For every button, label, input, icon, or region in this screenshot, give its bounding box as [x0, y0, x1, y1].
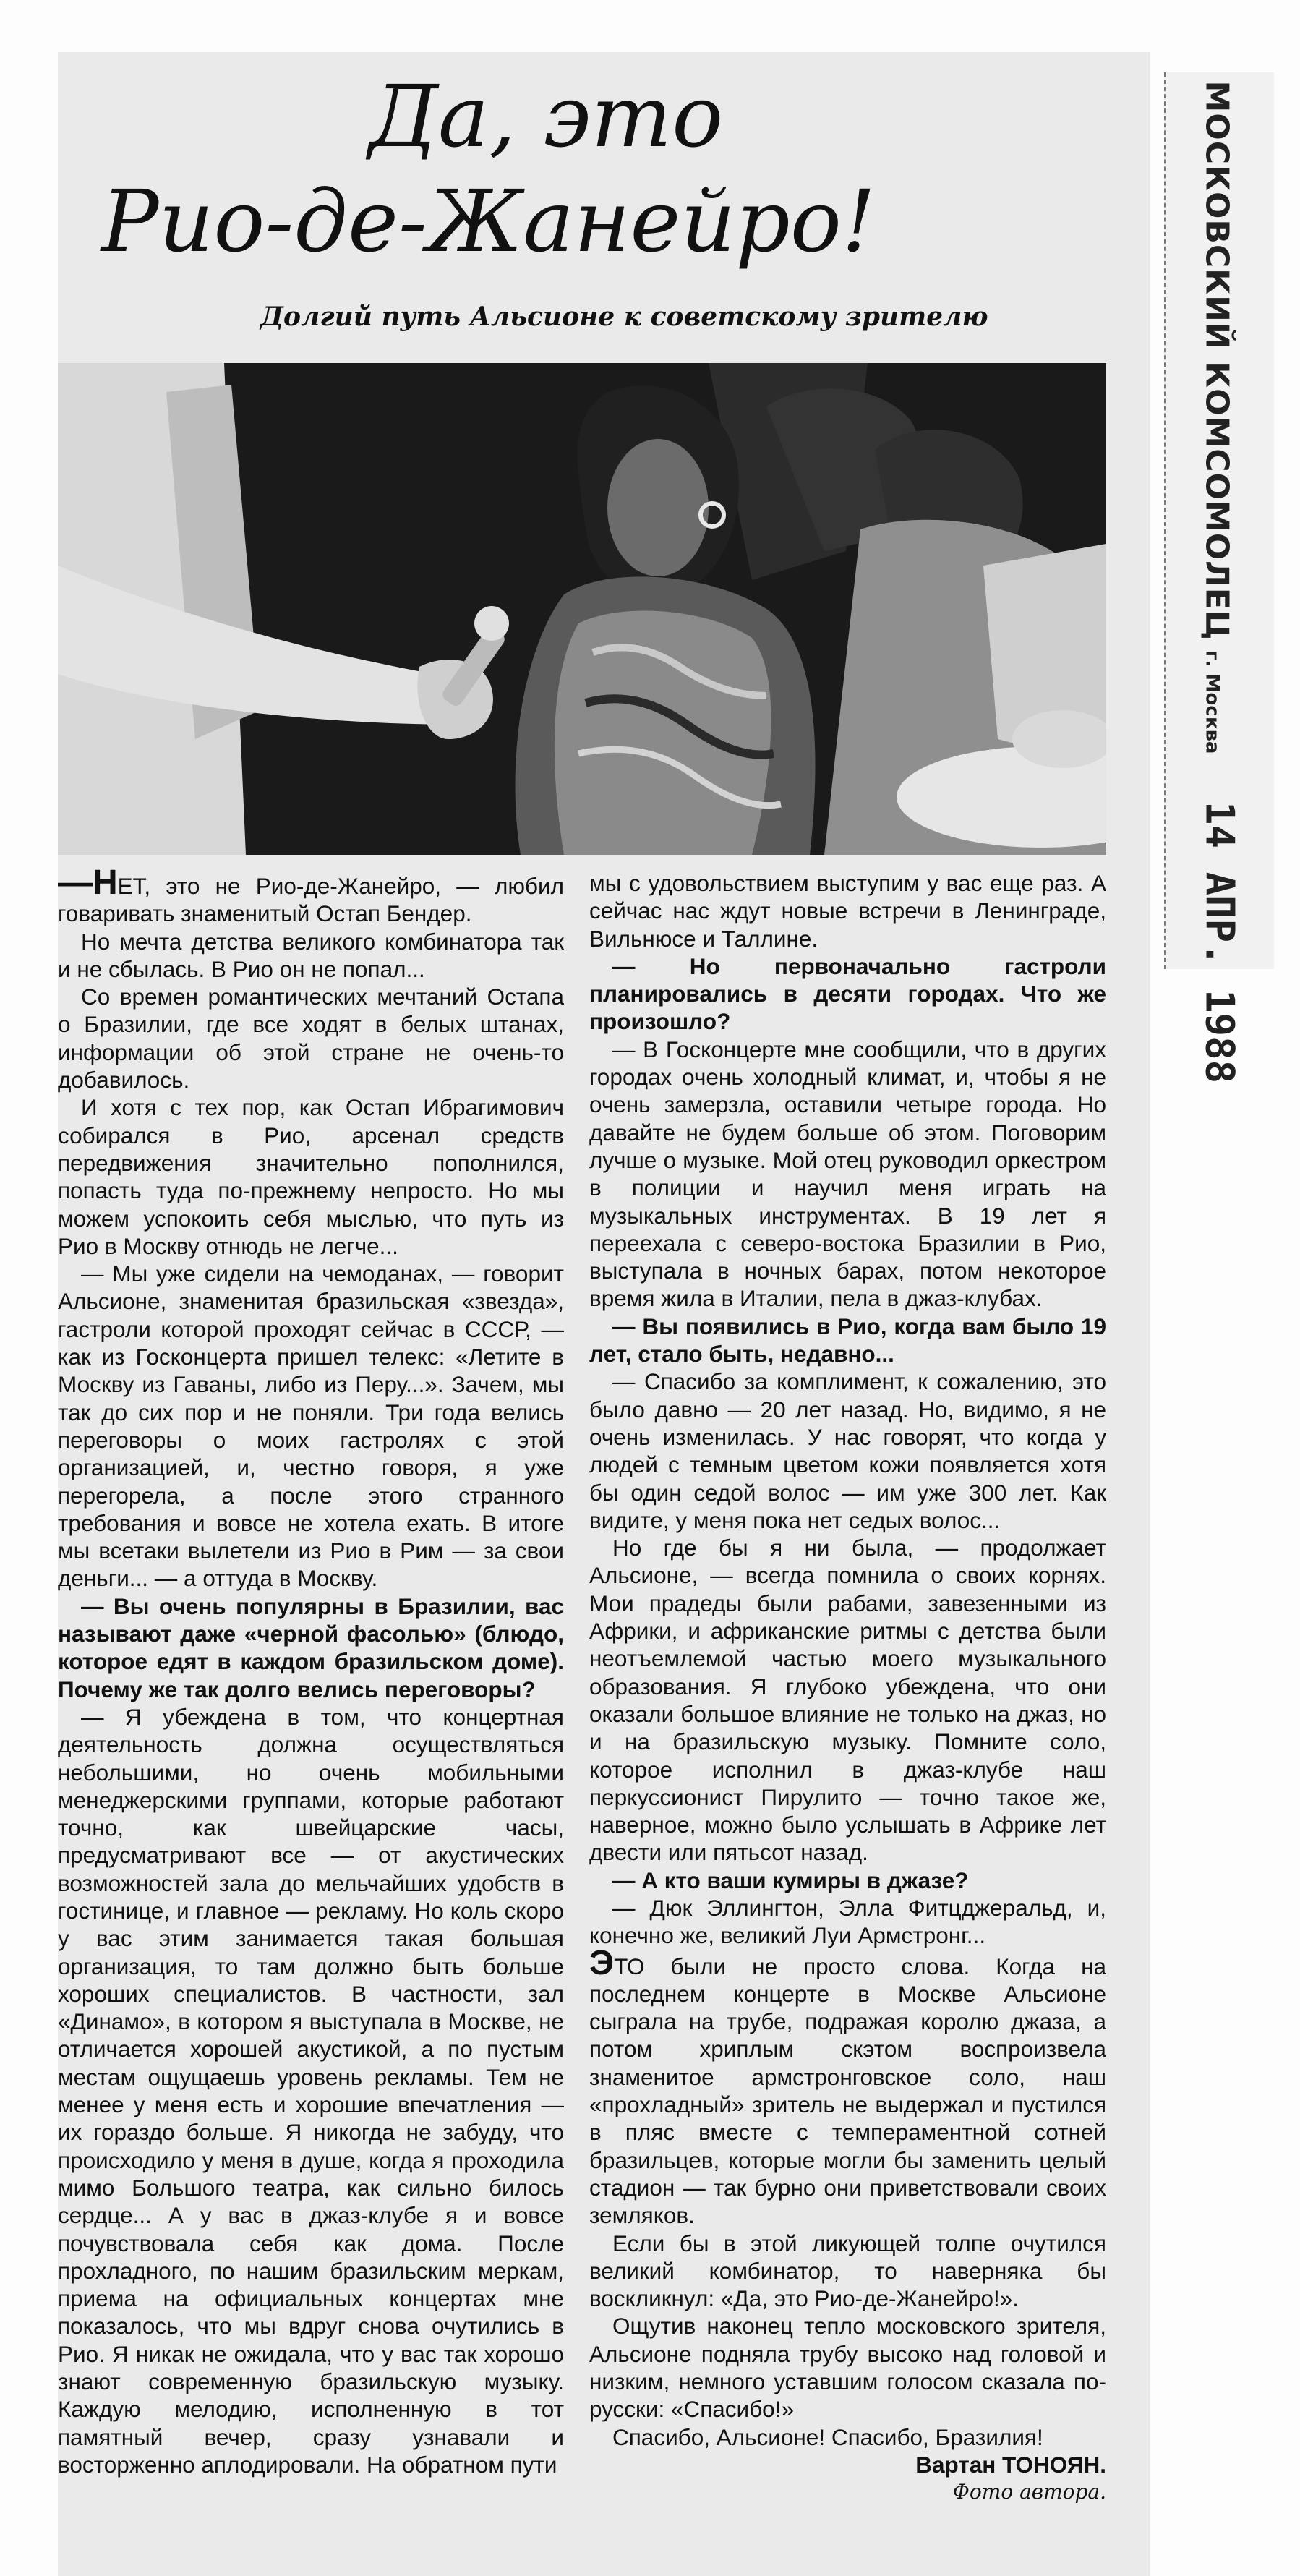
- drop-cap: —Н: [58, 863, 118, 902]
- headline-line-1: Да, это: [369, 67, 724, 166]
- paragraph: — Мы уже сидели на чемоданах, — говорит Альсионе, знаменитая бразильская «звезда», гастроли которой проходят сейчас в СССР, — как из Госконцерта пришел телекс: «Летите в Москву из Гаваны, либо из Перу...». Зачем, мы так до сих пор и не поняли. Три года велись переговоры о моих гастролях с этой организацией, и, честно говоря, я уже перегорела, а после этого странного требования и вовсе не хотела ехать. В итоге мы всетаки вылетели из Рио в Рим — за свои деньги... — а оттуда в Москву.: [58, 1261, 564, 1592]
- paragraph: — Дюк Эллингтон, Элла Фитцджеральд, и, конечно же, великий Луи Армстронг...: [589, 1894, 1106, 1949]
- author-name: Вартан ТОНОЯН.: [915, 2451, 1106, 2478]
- newspaper-stamp: [1164, 72, 1274, 1084]
- paragraph: — В Госконцерте мне сообщили, что в других городах очень холодный климат, и, чтобы я не очень замерзла, оставили четыре города. Но давайте не будем больше об этом. Поговорим лучше о музыке. Мой отец руководил оркестром в полиции и научил меня играть на музыкальных инструментах. В 19 лет я переехала с северо-востока Бразилии в Рио, выступала в ночных барах, потом некоторое время жила в Италии, пела в джаз-клубах.: [589, 1036, 1106, 1312]
- paragraph: Со времен романтических мечтаний Остапа о Бразилии, где все ходят в белых штанах, информации об этой стране не очень-то добавилось.: [58, 984, 564, 1093]
- drop-cap: Э: [589, 1943, 615, 1982]
- author-byline: [589, 2451, 1106, 2478]
- stamp-text: [1197, 80, 1243, 1084]
- paragraph: И хотя с тех пор, как Остап Ибрагимович собирался в Рио, арсенал средств передвижения значительно пополнился, попасть туда по-прежнему непросто. Но мы можем успокоить себя мыслью, что путь из Рио в Москву отнюдь не легче...: [58, 1094, 564, 1259]
- newspaper-clipping: [58, 52, 1150, 2576]
- paragraph-continued: мы с удовольствием выступим у вас еще раз. А сейчас нас ждут новые встречи в Ленинграде, Вильнюсе и Таллине.: [589, 870, 1106, 952]
- stamp-newspaper-name: МОСКОВСКИЙ КОМСОМОЛЕЦ: [1198, 80, 1236, 641]
- lead-paragraph: [589, 1943, 1106, 2230]
- article-column-2: [589, 869, 1106, 2507]
- paragraph: Но мечта детства великого комбинатора так и не сбылась. В Рио он не попал...: [58, 928, 564, 982]
- article-column-1: [58, 863, 564, 2478]
- headline-line-2: Рио-де-Жанейро!: [101, 171, 876, 271]
- paragraph: Если бы в этой ликующей толпе очутился великий комбинатор, то наверняка бы воскликнул: «Да, это Рио-де-Жанейро!».: [589, 2230, 1106, 2312]
- stamp-date: 14 АПР. 1988: [1197, 801, 1243, 1084]
- lead-paragraph: [58, 863, 564, 928]
- interview-question: — А кто ваши кумиры в джазе?: [612, 1867, 969, 1893]
- lead-text: ТО были не просто слова. Когда на последнем концерте в Москве Альсионе сыграла на трубе, подражая королю джаза, а потом хриплым скэтом воспроизвела знаменитое армстронговское соло, наш «прохладный» зритель не выдержал и пустился в пляс вместе с темпераментной сотней бразильцев, которые могли бы заменить целый стадион — так бурно они приветствовали своих земляков.: [589, 1953, 1106, 2229]
- interview-question: — Вы очень популярны в Бразилии, вас называют даже «черной фасолью» (блюдо, которое едят в каждом бразильском доме). Почему же так долго велись переговоры?: [58, 1592, 564, 1702]
- paragraph: Ощутив наконец тепло московского зрителя, Альсионе подняла трубу высоко над головой и низким, немного уставшим голосом сказала по-русски: «Спасибо!»: [589, 2313, 1106, 2423]
- interview-question: — Но первоначально гастроли планировались в десяти городах. Что же произошло?: [589, 952, 1106, 1035]
- photo-credit: Фото автора.: [952, 2480, 1106, 2504]
- lead-text: ЕТ, это не Рио-де-Жанейро, — любил говаривать знаменитый Остап Бендер.: [58, 873, 564, 927]
- paragraph: Спасибо, Альсионе! Спасибо, Бразилия!: [612, 2423, 1043, 2450]
- paragraph: — Спасибо за комплимент, к сожалению, это было давно — 20 лет назад. Но, видимо, я не очень изменилась. У нас говорят, что когда у людей с темным цветом кожи появляется хотя бы один седой волос — им уже 300 лет. Как видите, у меня пока нет седых волос...: [589, 1368, 1106, 1533]
- interview-question: — Вы появились в Рио, когда вам было 19 лет, стало быть, недавно...: [589, 1313, 1106, 1368]
- subheadline: Долгий путь Альсионе к советскому зрителю: [260, 302, 988, 332]
- article-header: [58, 52, 1150, 356]
- article-photo: [58, 363, 1106, 855]
- paragraph: — Я убеждена в том, что концертная деятельность должна осуществляться небольшими, но очень мобильными менеджерскими группами, которые работают точно, как швейцарские часы, предусматривают все — от акустических возможностей зала до мельчайших удобств в гостинице, и главное — рекламу. Но коль скоро у вас этим занимается такая большая организация, то там должно быть больше хороших специалистов. В частности, зал «Динамо», в котором я выступала в Москве, не отличается хорошей акустикой, а по пустым местам ощущаешь уровень рекламы. Тем не менее у меня есть и хорошие впечатления — их гораздо больше. Я никогда не забуду, что происходило у меня в душе, когда я проходила мимо Большого театра, как сильно билось сердце... А у вас в джаз-клубе я и вовсе почувствовала себя как дома. После прохладного, по нашим бразильским меркам, приема на официальных концертах мне показалось, что мы вдруг снова очутились в Рио. Я никак не ожидала, что у вас так хорошо знают современную бразильскую музыку. Каждую мелодию, исполненную в тот памятный вечер, сразу узнавали и восторженно аплодировали. На обратном пути: [58, 1703, 564, 2478]
- stamp-city: г. Москва: [1201, 650, 1223, 754]
- paragraph: Но где бы я ни была, — продолжает Альсионе, — всегда помнила о своих корнях. Мои прадеды были рабами, завезенными из Африки, и африканские ритмы с детства были неотъемлемой частью моего музыкального образования. Я глубоко убеждена, что они оказали большое влияние не только на джаз, но и на бразильскую музыку. Помните соло, которое исполнил в джаз-клубе наш перкуссионист Пирулито — точно такое же, наверное, можно было услышать в Африке лет двести или пятьсот назад.: [589, 1535, 1106, 1866]
- singer-photo-icon: [58, 363, 1106, 855]
